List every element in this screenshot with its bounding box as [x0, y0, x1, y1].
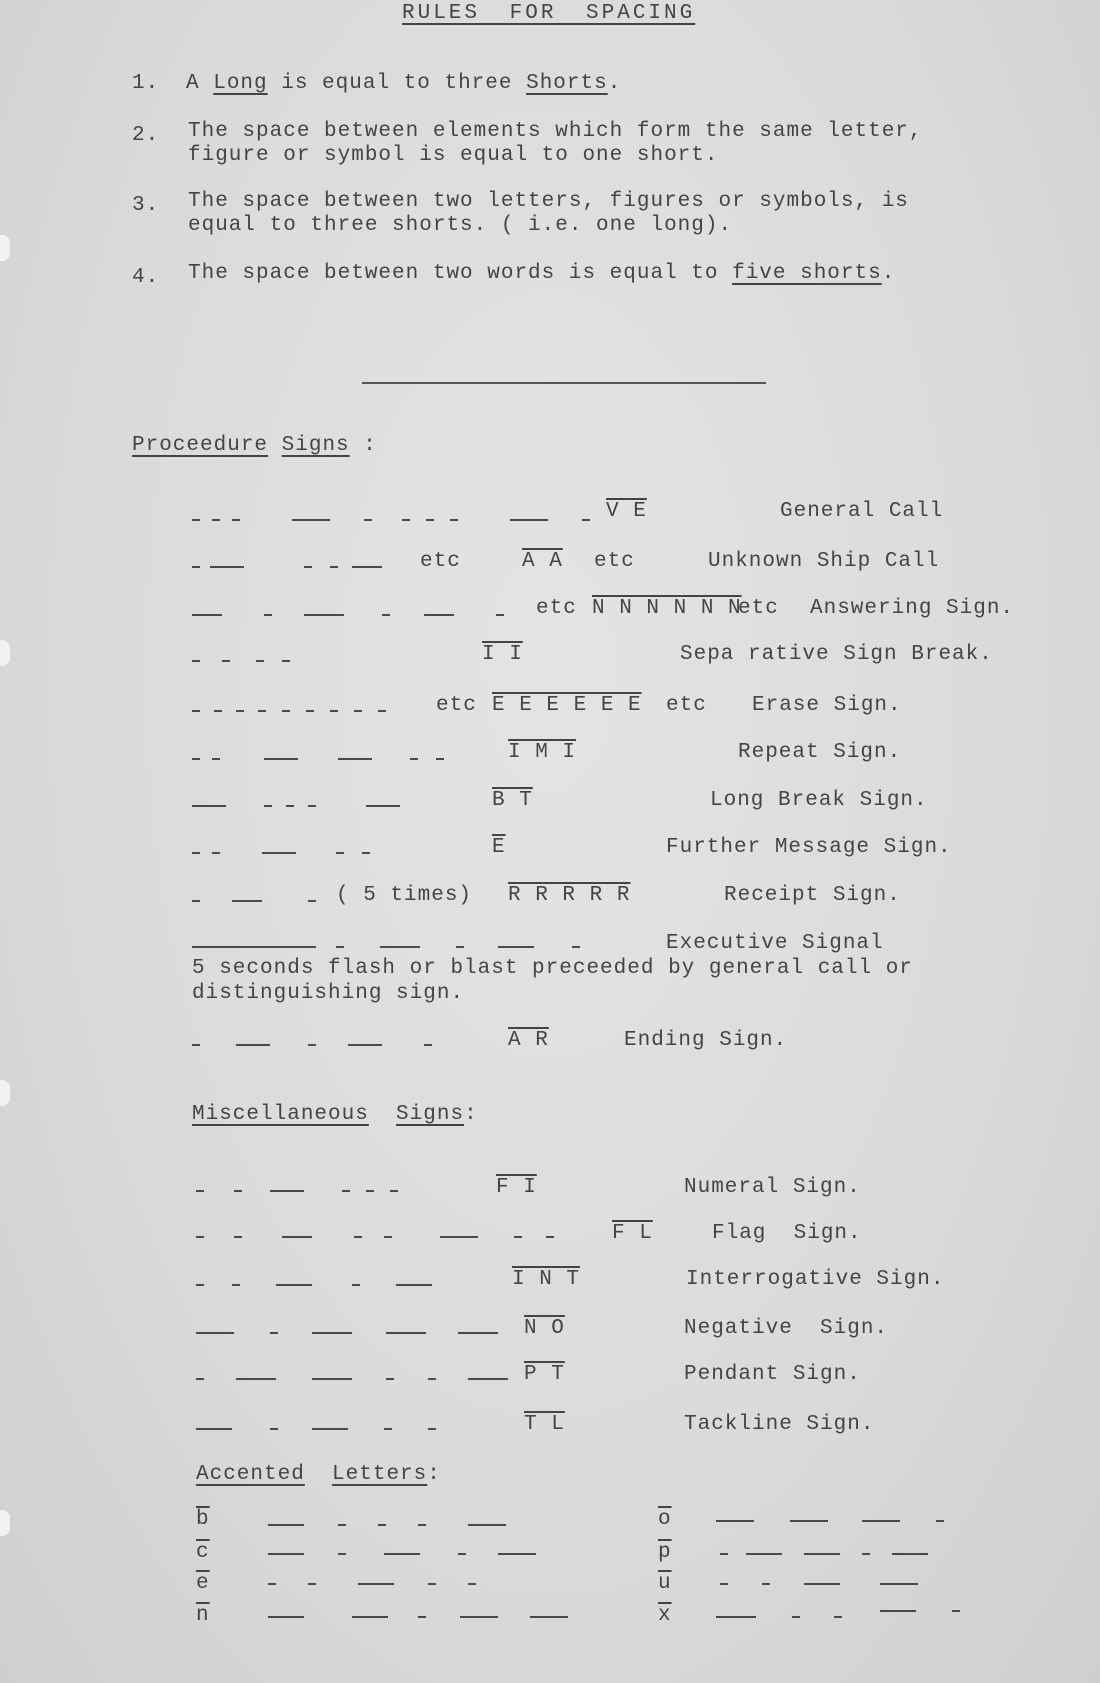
- section-divider: [362, 382, 766, 384]
- misc-sign-name: Negative Sign.: [684, 1317, 889, 1340]
- procedure-sign-name: Sepa rative Sign Break.: [680, 643, 993, 666]
- procedure-sign-letters: E E E E E E: [492, 694, 642, 717]
- rule-3-line-1: The space between two letters, figures or symbols, is: [188, 190, 909, 213]
- procedure-sign-name: General Call: [780, 500, 944, 523]
- miscellaneous-signs-heading: Miscellaneous Signs:: [192, 1103, 478, 1126]
- punch-hole: [0, 1510, 10, 1536]
- misc-sign-letters: P T: [524, 1363, 565, 1386]
- rule-1-text: A Long is equal to three Shorts.: [186, 72, 622, 95]
- page-title: RULES FOR SPACING: [402, 2, 696, 25]
- procedure-sign-name: Repeat Sign.: [738, 741, 902, 764]
- procedure-sign-letters: I M I: [508, 741, 577, 764]
- procedure-sign-letters: I I: [482, 643, 523, 666]
- procedure-sign-letters: R R R R R: [508, 884, 631, 907]
- punch-hole: [0, 640, 10, 666]
- etc-label: etc: [420, 550, 461, 573]
- procedure-sign-letters: $\overline{E}$: [492, 836, 506, 859]
- procedure-sign-name: Erase Sign.: [752, 694, 902, 717]
- procedure-signs-heading: Proceedure Signs :: [132, 434, 377, 457]
- procedure-sign-letters: A A: [522, 550, 563, 573]
- rule-2-number: 2.: [132, 124, 160, 147]
- procedure-sign-letters: V E: [606, 500, 647, 523]
- procedure-sign-name: Executive Signal: [666, 932, 884, 955]
- rule-2-line-2: figure or symbol is equal to one short.: [188, 144, 719, 167]
- accented-letter: $\overline{b}$: [196, 1508, 210, 1531]
- procedure-sign-letters: B T: [492, 789, 533, 812]
- etc-label: etc: [594, 550, 635, 573]
- rule-2-line-1: The space between elements which form the same letter,: [188, 120, 923, 143]
- misc-sign-name: Flag Sign.: [712, 1222, 862, 1245]
- misc-sign-letters: I N T: [512, 1268, 581, 1291]
- procedure-sign-repeat-note: ( 5 times): [336, 884, 473, 907]
- procedure-sign-name: Receipt Sign.: [724, 884, 901, 907]
- rule-4-number: 4.: [132, 266, 160, 289]
- misc-sign-name: Interrogative Sign.: [686, 1268, 945, 1291]
- misc-sign-name: Pendant Sign.: [684, 1363, 861, 1386]
- punch-hole: [0, 235, 10, 261]
- misc-sign-letters: F I: [496, 1176, 537, 1199]
- misc-sign-name: Tackline Sign.: [684, 1413, 875, 1436]
- accented-letter: $\overline{x}$: [658, 1604, 672, 1627]
- rule-4-text: The space between two words is equal to five shorts.: [188, 262, 896, 285]
- etc-label: etc: [436, 694, 477, 717]
- misc-sign-name: Numeral Sign.: [684, 1176, 861, 1199]
- rule-3-number: 3.: [132, 194, 160, 217]
- executive-signal-note-line-1: 5 seconds flash or blast preceeded by general call or: [192, 957, 913, 980]
- rule-3-line-2: equal to three shorts. ( i.e. one long).: [188, 214, 733, 237]
- etc-label: etc: [536, 597, 577, 620]
- misc-sign-letters: N O: [524, 1317, 565, 1340]
- executive-signal-note-line-2: distinguishing sign.: [192, 982, 465, 1005]
- procedure-sign-letters: N N N N N N: [592, 597, 742, 620]
- procedure-sign-name: Further Message Sign.: [666, 836, 952, 859]
- misc-sign-letters: F L: [612, 1222, 653, 1245]
- accented-letter: $\overline{e}$: [196, 1572, 210, 1595]
- etc-label: etc: [666, 694, 707, 717]
- misc-sign-letters: T L: [524, 1413, 565, 1436]
- accented-letter: $\overline{p}$: [658, 1541, 672, 1564]
- accented-letter: $\overline{c}$: [196, 1541, 210, 1564]
- rule-1-number: 1.: [132, 72, 160, 95]
- punch-hole: [0, 1080, 10, 1106]
- procedure-sign-name: Unknown Ship Call: [708, 550, 940, 573]
- accented-letter: $\overline{u}$: [658, 1572, 672, 1595]
- procedure-sign-name: Answering Sign.: [810, 597, 1015, 620]
- procedure-sign-name: Long Break Sign.: [710, 789, 928, 812]
- accented-letter: $\overline{o}$: [658, 1508, 672, 1531]
- procedure-sign-name: Ending Sign.: [624, 1029, 788, 1052]
- accented-letter: $\overline{n}$: [196, 1604, 210, 1627]
- procedure-sign-letters: A R: [508, 1029, 549, 1052]
- accented-letters-heading: Accented Letters:: [196, 1463, 441, 1486]
- etc-label: etc: [738, 597, 779, 620]
